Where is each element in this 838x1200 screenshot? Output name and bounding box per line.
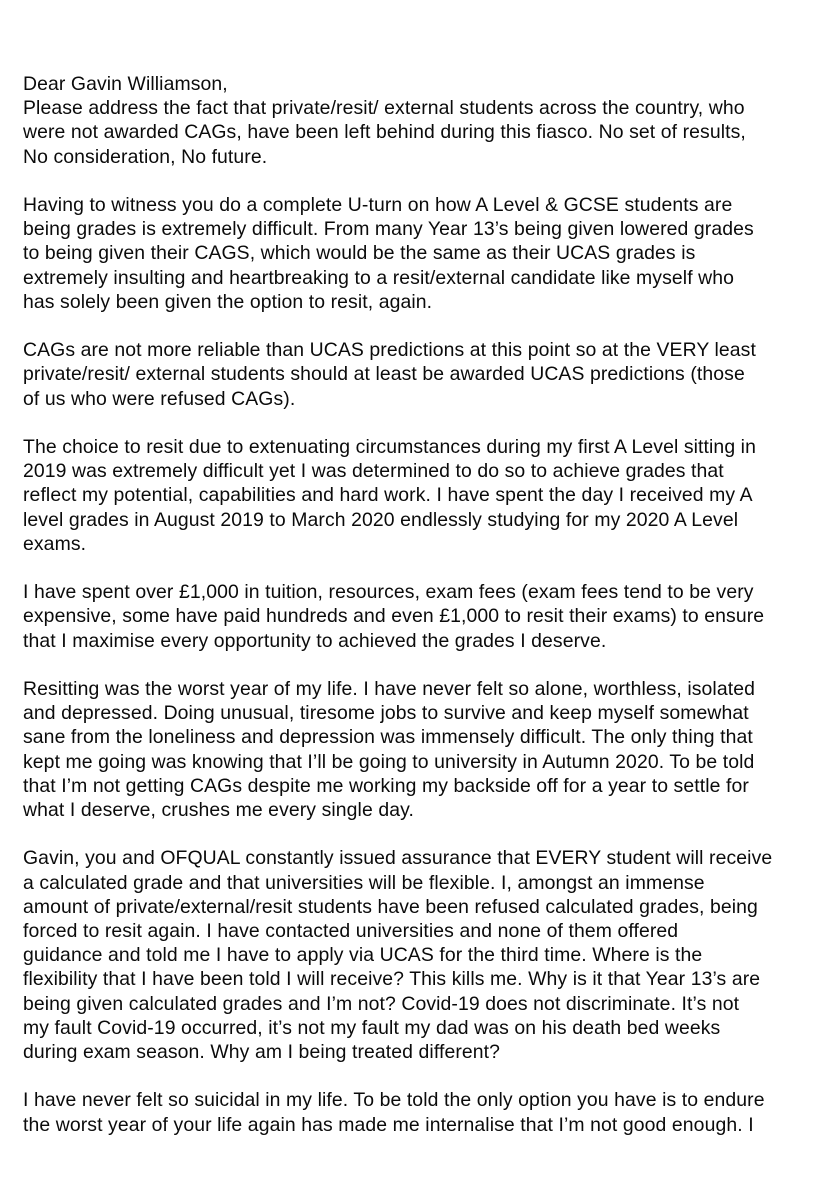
text-line: to being given their CAGS, which would be the same as their UCAS grades is [23,242,696,265]
text-line: the worst year of your life again has made me internalise that I’m not good enough. I [23,1113,754,1136]
text-line: reflect my potential, capabilities and hard work. I have spent the day I received my A [23,484,753,507]
text-line: Dear Gavin Williamson, [23,73,228,95]
text-line: private/resit/ external students should at least be awarded UCAS predictions (those [23,363,745,386]
text-line: I have never felt so suicidal in my life. To be told the only option you have is to endure [23,1089,765,1112]
paragraph [23,435,823,556]
text-line: what I deserve, crushes me every single day. [23,799,414,822]
text-line: of us who were refused CAGs). [23,387,296,410]
text-line: that I maximise every opportunity to achieved the grades I deserve. [23,629,607,652]
text-line: exams. [23,532,87,555]
text-line: Resitting was the worst year of my life. I have never felt so alone, worthless, isolated [23,678,755,700]
text-line: expensive, some have paid hundreds and even £1,000 to resit their exams) to ensure [23,605,765,628]
paragraph [23,193,823,314]
text-line: my fault Covid-19 occurred, it’s not my fault my dad was on his death bed weeks [23,1016,721,1039]
paragraph-gap [23,556,823,580]
paragraph [23,72,823,169]
text-line: Please address the fact that private/resit/ external students across the country, who [23,97,745,120]
paragraph [23,677,823,822]
paragraph-gap [23,314,823,338]
text-line: and depressed. Doing unusual, tiresome jobs to survive and keep myself somewhat [23,702,749,725]
text-line: being grades is extremely difficult. From many Year 13’s being given lowered grades [23,218,754,241]
text-line: guidance and told me I have to apply via UCAS for the third time. Where is the [23,944,703,967]
text-line: No consideration, No future. [23,145,268,168]
text-line: extremely insulting and heartbreaking to a resit/external candidate like myself who [23,266,735,289]
paragraph [23,338,823,411]
text-line: were not awarded CAGs, have been left behind during this fiasco. No set of results, [23,121,746,144]
text-line: CAGs are not more reliable than UCAS predictions at this point so at the VERY least [23,339,756,362]
text-line: I have spent over £1,000 in tuition, resources, exam fees (exam fees tend to be very [23,581,754,604]
paragraph [23,1088,823,1136]
text-line: The choice to resit due to extenuating circumstances during my first A Level sitting in [23,436,756,458]
paragraph-gap [23,653,823,677]
text-line: 2019 was extremely difficult yet I was determined to do so to achieve grades that [23,460,724,483]
text-line: forced to resit again. I have contacted universities and none of them offered [23,920,679,943]
text-line: Gavin, you and OFQUAL constantly issued assurance that EVERY student will receive [23,847,773,870]
text-line: kept me going was knowing that I’ll be going to university in Autumn 2020. To be told [23,750,755,773]
text-line: a calculated grade and that universities will be flexible. I, amongst an immense [23,871,705,894]
paragraph [23,580,823,653]
text-line: level grades in August 2019 to March 2020 endlessly studying for my 2020 A Level [23,508,739,531]
text-line: sane from the loneliness and depression was immensely difficult. The only thing that [23,726,753,749]
paragraph-gap [23,411,823,435]
letter-body [23,72,823,1137]
text-line: being given calculated grades and I’m not? Covid-19 does not discriminate. It’s not [23,992,740,1015]
paragraph [23,846,823,1064]
text-line: flexibility that I have been told I will receive? This kills me. Why is it that Year 13’s are [23,968,761,991]
paragraph-gap [23,169,823,193]
text-line: has solely been given the option to resit, again. [23,290,433,313]
text-line: during exam season. Why am I being treated different? [23,1041,501,1064]
text-line: amount of private/external/resit students have been refused calculated grades, being [23,895,758,918]
text-line: that I’m not getting CAGs despite me working my backside off for a year to settle for [23,774,749,797]
paragraph-gap [23,1064,823,1088]
text-line: Having to witness you do a complete U-turn on how A Level & GCSE students are [23,194,733,216]
paragraph-gap [23,822,823,846]
